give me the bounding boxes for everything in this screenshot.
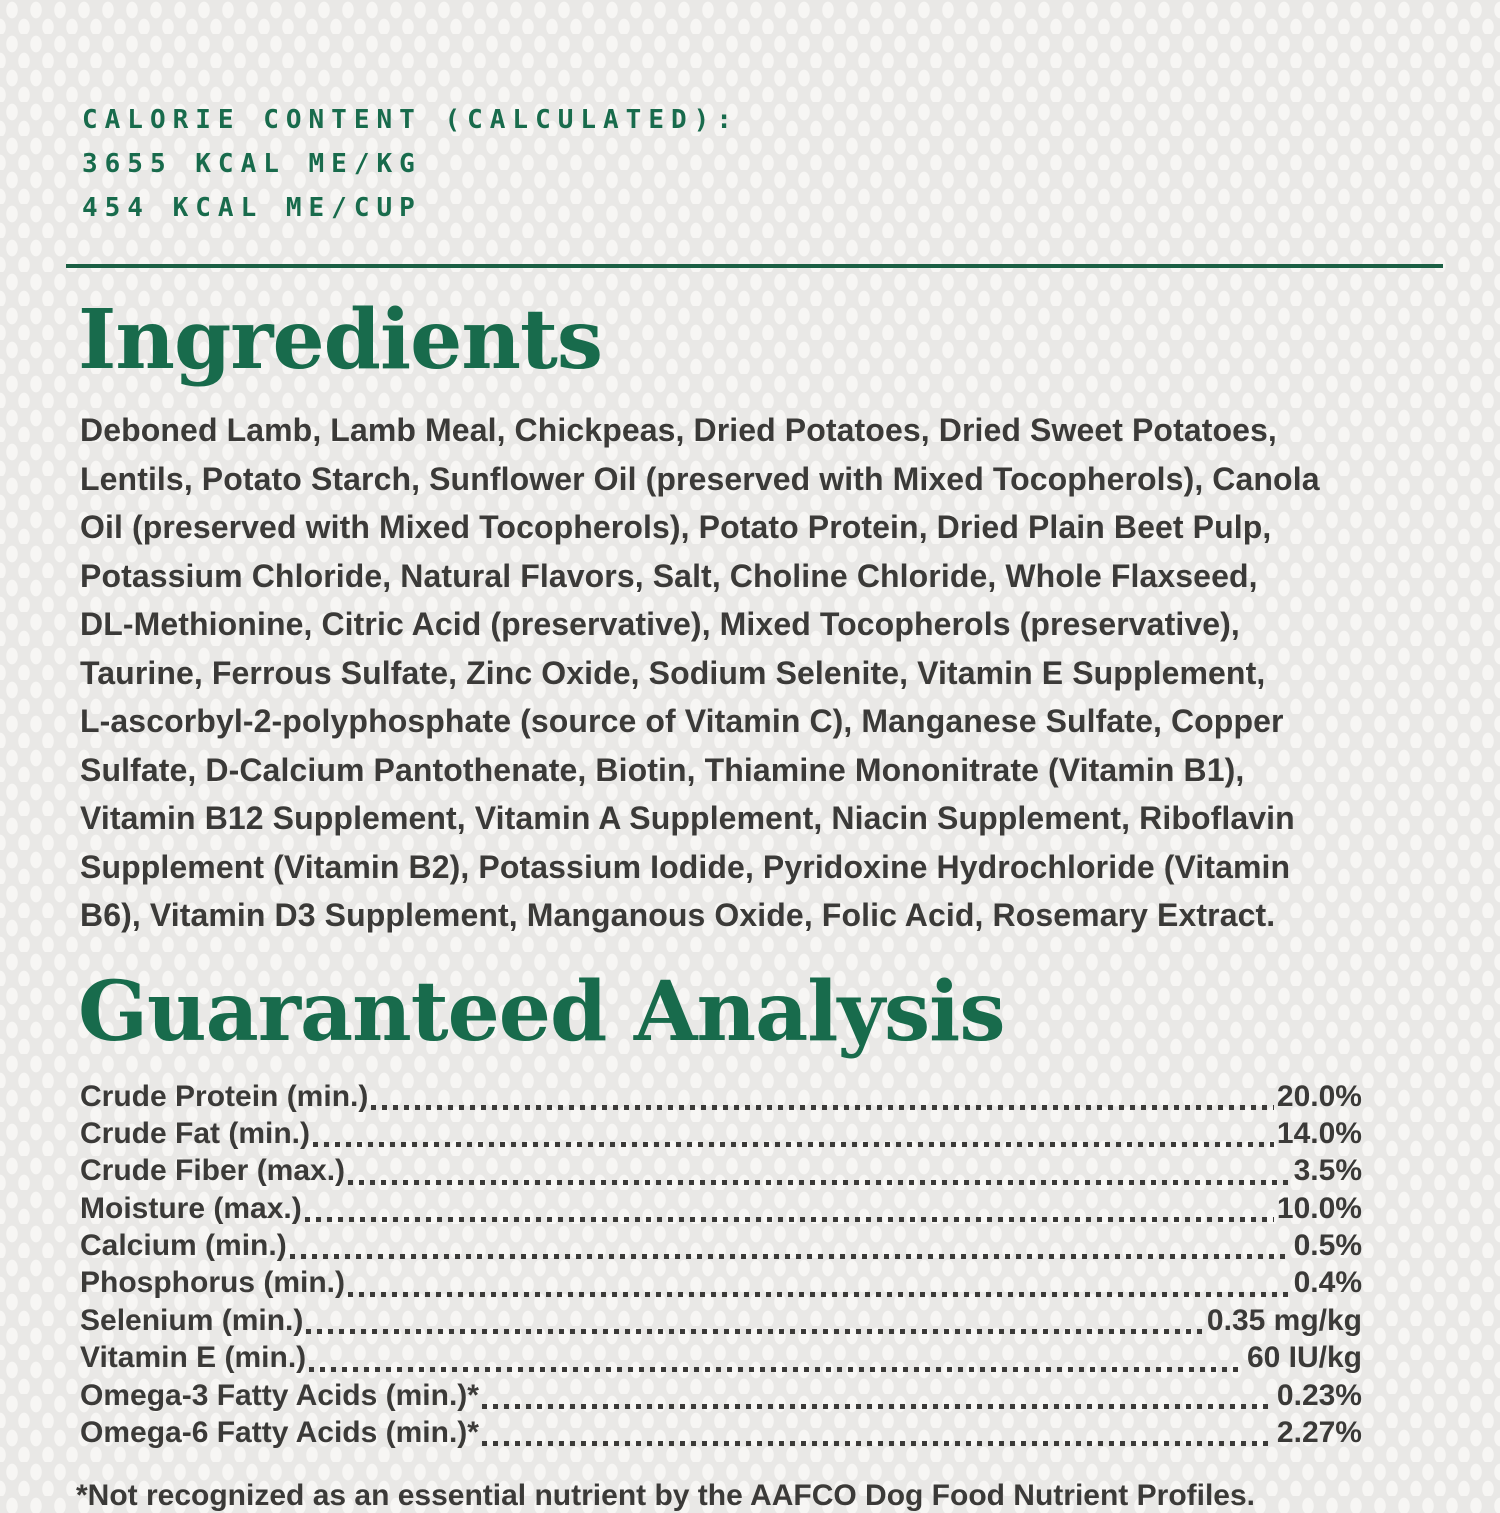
dot-leader [371, 1105, 1274, 1110]
analysis-row-crude-fat [80, 1117, 1362, 1154]
analysis-row-selenium [80, 1304, 1362, 1341]
analysis-label: Selenium (min.) [80, 1303, 304, 1337]
dot-leader [482, 1404, 1274, 1409]
analysis-value: 10.0% [1276, 1191, 1362, 1225]
dot-leader [313, 1142, 1274, 1147]
calorie-content-block [0, 0, 1500, 230]
ingredients-heading: Ingredients [78, 292, 603, 388]
guaranteed-analysis-table [80, 1080, 1362, 1454]
ingredients-line: L-ascorbyl-2-polyphosphate (source of Vitamin C), Manganese Sulfate, Copper [80, 703, 1284, 739]
ingredients-line: B6), Vitamin D3 Supplement, Manganous Oxide, Folic Acid, Rosemary Extract. [80, 897, 1276, 933]
ingredients-line: Vitamin B12 Supplement, Vitamin A Supplement, Niacin Supplement, Riboflavin [80, 800, 1295, 836]
analysis-row-crude-fiber [80, 1154, 1362, 1191]
dot-leader [305, 1217, 1274, 1222]
ingredients-line: Taurine, Ferrous Sulfate, Zinc Oxide, Sodium Selenite, Vitamin E Supplement, [80, 654, 1266, 691]
analysis-row-omega-3 [80, 1379, 1362, 1416]
analysis-label: Phosphorus (min.) [80, 1266, 345, 1300]
dot-leader [348, 1180, 1291, 1185]
dot-leader [309, 1367, 1244, 1372]
ingredients-line: Supplement (Vitamin B2), Potassium Iodide, Pyridoxine Hydrochloride (Vitamin [80, 848, 1291, 885]
analysis-value: 0.4% [1293, 1266, 1362, 1300]
calorie-content-kcal-per-kg: 3655 KCAL ME/KG [82, 149, 422, 179]
analysis-row-omega-6 [80, 1416, 1362, 1453]
section-divider [66, 264, 1443, 268]
analysis-label: Vitamin E (min.) [80, 1341, 307, 1375]
dot-leader [482, 1441, 1274, 1446]
analysis-value: 60 IU/kg [1246, 1341, 1362, 1375]
analysis-label: Moisture (max.) [80, 1191, 302, 1225]
analysis-value: 2.27% [1276, 1416, 1362, 1450]
aafco-footnote: *Not recognized as an essential nutrient by the AAFCO Dog Food Nutrient Profiles. [76, 1479, 1256, 1513]
analysis-value: 0.5% [1293, 1229, 1362, 1263]
analysis-label: Calcium (min.) [80, 1229, 287, 1263]
analysis-row-calcium [80, 1229, 1362, 1266]
guaranteed-analysis-heading: Guaranteed Analysis [78, 963, 1005, 1060]
ingredients-line: DL-Methionine, Citric Acid (preservative), Mixed Tocopherols (preservative), [80, 606, 1240, 642]
ingredients-line: Potassium Chloride, Natural Flavors, Salt, Choline Chloride, Whole Flaxseed, [80, 557, 1258, 594]
analysis-label: Crude Protein (min.) [80, 1079, 369, 1113]
analysis-row-vitamin-e [80, 1341, 1362, 1378]
analysis-label: Crude Fat (min.) [80, 1116, 310, 1150]
dot-leader [348, 1292, 1291, 1297]
analysis-label: Crude Fiber (max.) [80, 1154, 346, 1188]
analysis-value: 0.35 mg/kg [1206, 1303, 1362, 1337]
ingredients-line: Sulfate, D-Calcium Pantothenate, Biotin, Thiamine Mononitrate (Vitamin B1), [80, 751, 1245, 788]
analysis-value: 20.0% [1276, 1079, 1362, 1113]
calorie-content-title: CALORIE CONTENT (CALCULATED): [82, 105, 739, 135]
analysis-label: Omega-6 Fatty Acids (min.)* [80, 1416, 479, 1450]
analysis-row-crude-protein [80, 1080, 1362, 1117]
analysis-label: Omega-3 Fatty Acids (min.)* [80, 1378, 479, 1412]
ingredients-line: Deboned Lamb, Lamb Meal, Chickpeas, Dried Potatoes, Dried Sweet Potatoes, [80, 412, 1277, 448]
calorie-content-kcal-per-cup: 454 KCAL ME/CUP [82, 193, 422, 223]
analysis-row-phosphorus [80, 1266, 1362, 1303]
analysis-value: 3.5% [1293, 1154, 1362, 1188]
analysis-value: 14.0% [1276, 1116, 1362, 1150]
dot-leader [306, 1329, 1204, 1334]
ingredients-line: Oil (preserved with Mixed Tocopherols), Potato Protein, Dried Plain Beet Pulp, [80, 509, 1272, 545]
analysis-row-moisture [80, 1192, 1362, 1229]
ingredients-line: Lentils, Potato Starch, Sunflower Oil (preserved with Mixed Tocopherols), Canola [80, 460, 1320, 497]
dot-leader [290, 1254, 1291, 1259]
ingredients-text [80, 406, 1500, 940]
analysis-value: 0.23% [1276, 1378, 1362, 1412]
